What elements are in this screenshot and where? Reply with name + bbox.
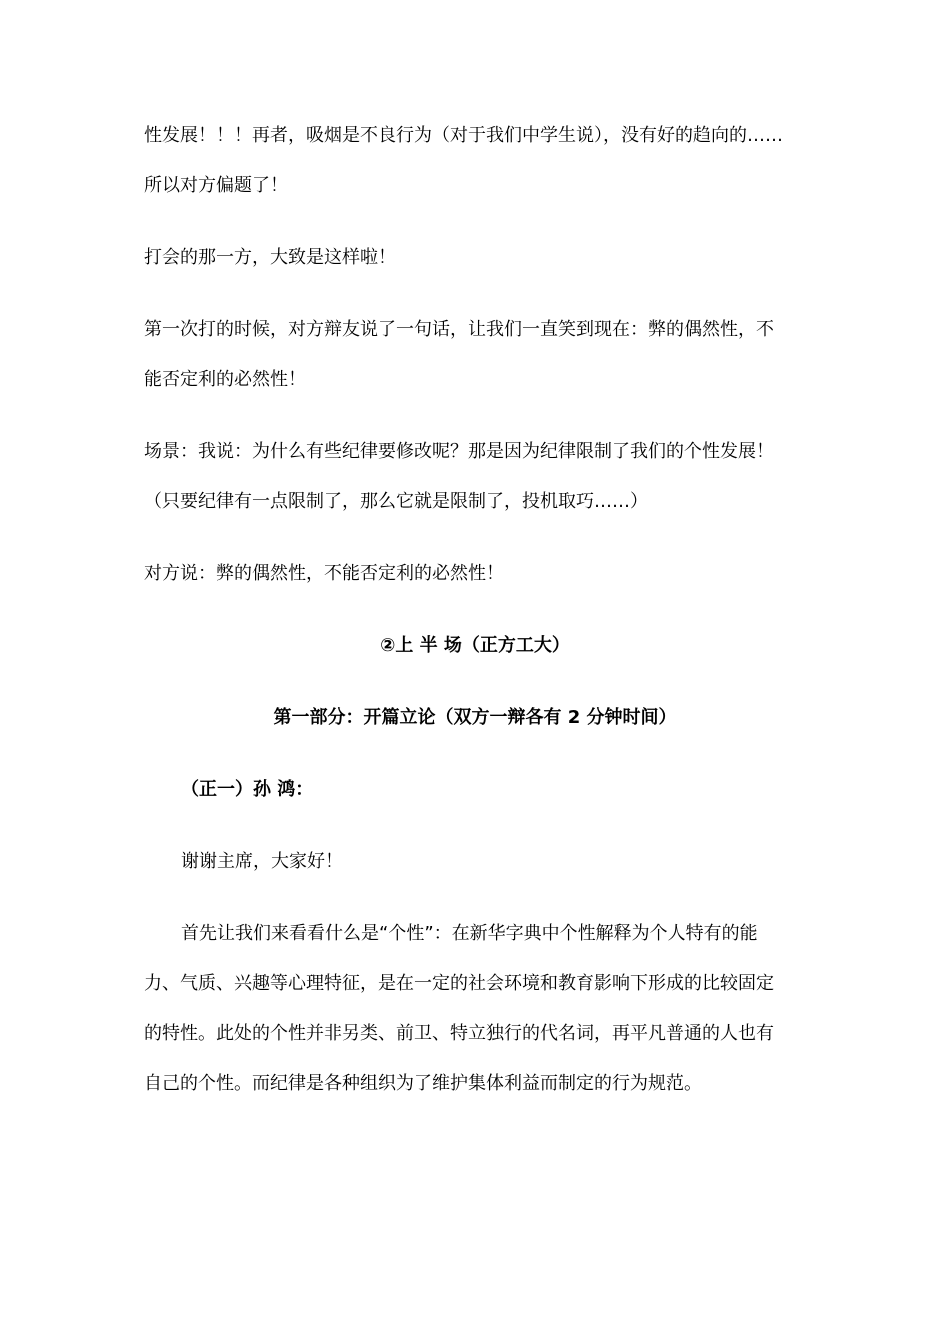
- paragraph-line: 自己的个性。而纪律是各种组织为了维护集体利益而制定的行为规范。: [144, 1073, 702, 1094]
- paragraph-line: 所以对方偏题了！: [144, 175, 288, 196]
- paragraph-line: 场景：我说：为什么有些纪律要修改呢？那是因为纪律限制了我们的个性发展！: [144, 441, 774, 462]
- section-heading: ②上 半 场（正方工大）: [380, 635, 570, 656]
- paragraph-line: 力、气质、兴趣等心理特征，是在一定的社会环境和教育影响下形成的比较固定: [144, 973, 774, 994]
- paragraph: 对方说：弊的偶然性，不能否定利的必然性！: [144, 563, 504, 584]
- greeting: 谢谢主席，大家好！: [181, 851, 343, 872]
- speaker-label: （正一）孙 鸿：: [181, 779, 314, 800]
- paragraph-line: 的特性。此处的个性并非另类、前卫、特立独行的代名词，再平凡普通的人也有: [144, 1023, 774, 1044]
- paragraph: 打会的那一方，大致是这样啦！: [144, 247, 396, 268]
- paragraph-line: 第一次打的时候，对方辩友说了一句话，让我们一直笑到现在：弊的偶然性，不: [144, 319, 774, 340]
- paragraph-line: （只要纪律有一点限制了，那么它就是限制了，投机取巧……）: [144, 491, 648, 512]
- subsection-heading: 第一部分：开篇立论（双方一辩各有 2 分钟时间）: [273, 707, 677, 728]
- paragraph-line: 能否定利的必然性！: [144, 369, 306, 390]
- paragraph-line: 首先让我们来看看什么是“个性”：在新华字典中个性解释为个人特有的能: [181, 923, 758, 944]
- paragraph-line: 性发展！！！再者，吸烟是不良行为（对于我们中学生说），没有好的趋向的……: [144, 125, 783, 146]
